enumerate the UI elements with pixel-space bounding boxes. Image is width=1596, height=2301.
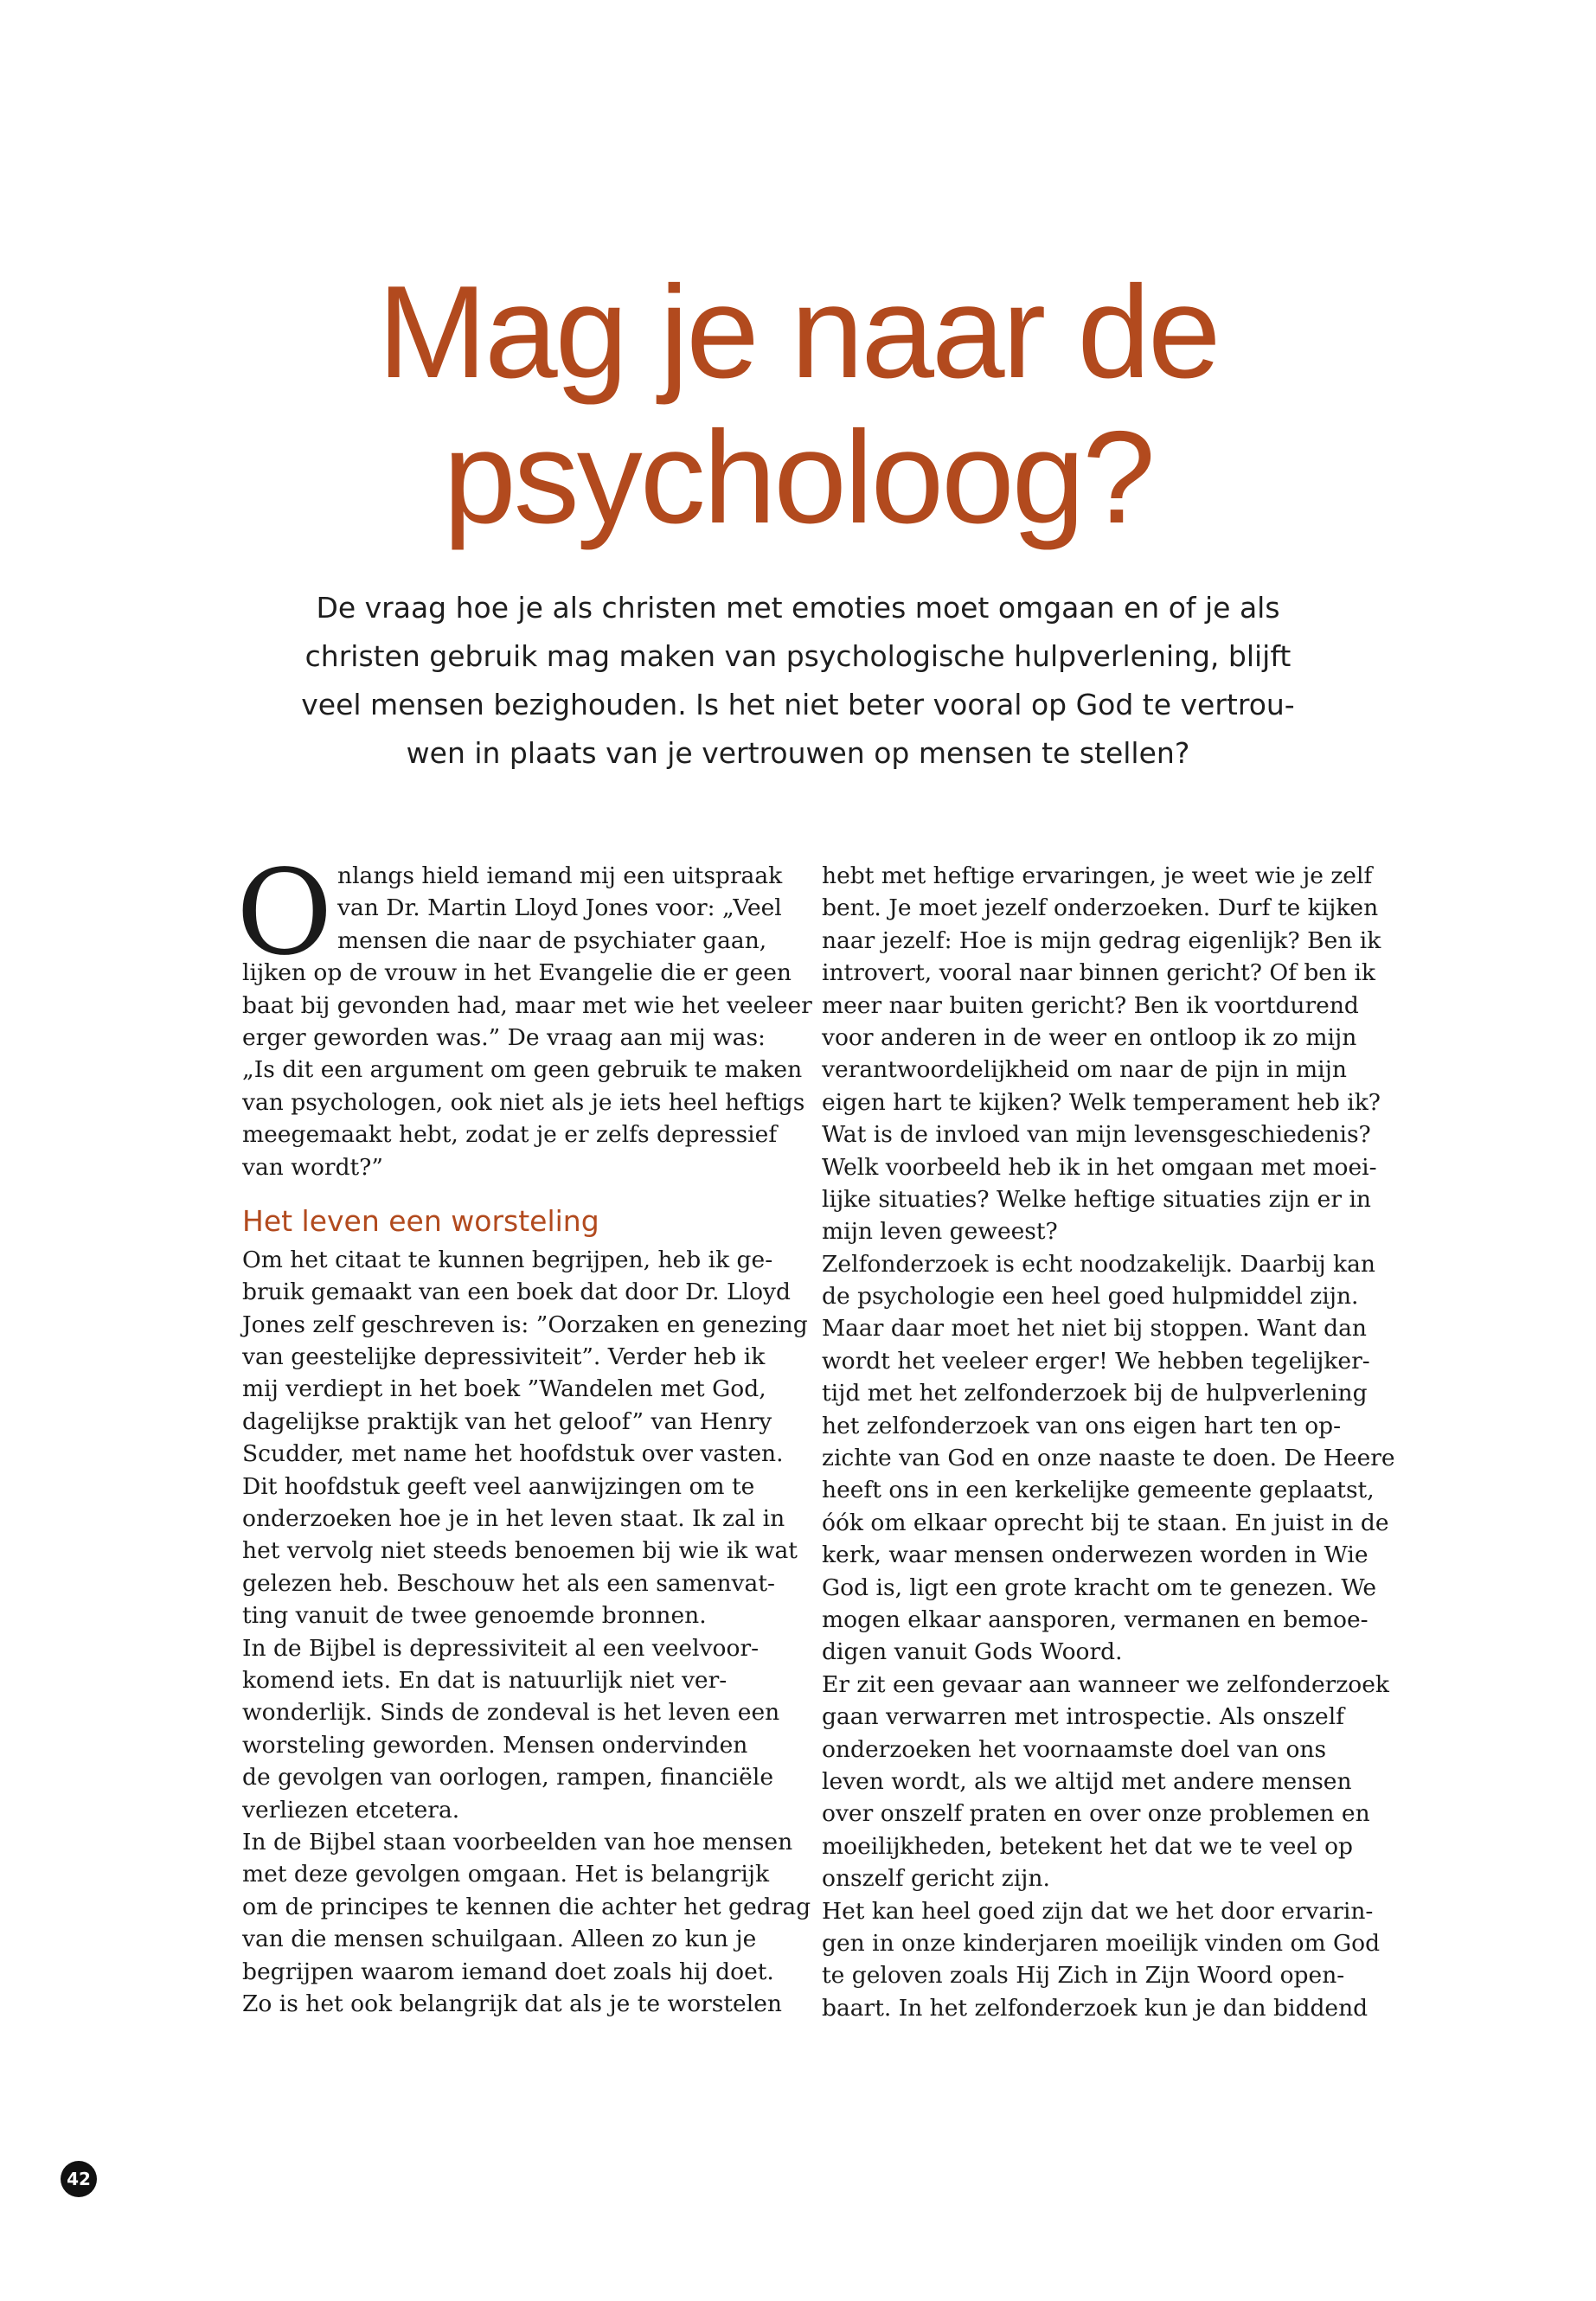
text-line: komend iets. En dat is natuurlijk niet ver- <box>242 1666 727 1694</box>
text-line: gaan verwarren met introspectie. Als onszelf <box>822 1703 1344 1731</box>
intro-lead <box>285 584 1311 778</box>
text-line: te geloven zoals Hij Zich in Zijn Woord open- <box>822 1962 1345 1990</box>
text-line: baart. In het zelfonderzoek kun je dan biddend <box>822 1994 1368 2022</box>
text-line: introvert, vooral naar binnen gericht? Of ben ik <box>822 959 1375 987</box>
text-line: ting vanuit de twee genoemde bronnen. <box>242 1602 707 1630</box>
text-line: lijken op de vrouw in het Evangelie die er geen <box>242 959 792 987</box>
text-line: Jones zelf geschreven is: ”Oorzaken en genezing <box>242 1311 808 1338</box>
text-line: „Is dit een argument om geen gebruik te maken <box>242 1056 803 1084</box>
intro-line: wen in plaats van je vertrouwen op mensen te stellen? <box>406 736 1190 770</box>
text-line: Scudder, met name het hoofdstuk over vasten. <box>242 1440 784 1468</box>
text-line: erger geworden was.” De vraag aan mij was: <box>242 1023 766 1051</box>
text-line: mogen elkaar aansporen, vermanen en bemoe- <box>822 1606 1368 1633</box>
text-line: gen in onze kinderjaren moeilijk vinden om God <box>822 1929 1381 1957</box>
text-line: voor anderen in de weer en ontloop ik zo mijn <box>822 1023 1357 1051</box>
section-subheading: Het leven een worsteling <box>242 1203 599 1238</box>
text-line: Zo is het ook belangrijk dat als je te worstelen <box>242 1990 782 2017</box>
text-line: tijd met het zelfonderzoek bij de hulpverlening <box>822 1380 1368 1407</box>
right-column <box>822 860 1395 2024</box>
drop-cap: O <box>236 845 333 982</box>
intro-line: christen gebruik mag maken van psychologische hulpverlening, blijft <box>304 639 1292 673</box>
text-line: Zelfonderzoek is echt noodzakelijk. Daarbij kan <box>822 1250 1375 1278</box>
text-line: eigen hart te kijken? Welk temperament heb ik? <box>822 1088 1381 1116</box>
text-line: gelezen heb. Beschouw het als een samenvat- <box>242 1569 775 1597</box>
text-line: Dit hoofdstuk geeft veel aanwijzingen om te <box>242 1472 755 1500</box>
text-line: verantwoordelijkheid om naar de pijn in mijn <box>822 1056 1347 1084</box>
text-line: begrijpen waarom iemand doet zoals hij doet. <box>242 1958 774 1985</box>
text-line: bruik gemaakt van een boek dat door Dr. Lloyd <box>242 1279 791 1306</box>
text-line: de psychologie een heel goed hulpmiddel zijn. <box>822 1283 1359 1311</box>
text-line: kerk, waar mensen onderwezen worden in Wie <box>822 1541 1368 1569</box>
text-line: bent. Je moet jezelf onderzoeken. Durf te kijken <box>822 894 1379 922</box>
title-line-2: psycholoog? <box>443 404 1153 551</box>
text-line: Om het citaat te kunnen begrijpen, heb ik ge- <box>242 1246 773 1273</box>
left-column <box>242 860 812 2020</box>
text-line: In de Bijbel staan voorbeelden van hoe mensen <box>242 1828 793 1856</box>
text-line: Welk voorbeeld heb ik in het omgaan met moei- <box>822 1153 1377 1181</box>
text-line: van geestelijke depressiviteit”. Verder heb ik <box>242 1343 766 1371</box>
text-line: onderzoeken het voornaamste doel van ons <box>822 1735 1327 1763</box>
text-line: naar jezelf: Hoe is mijn gedrag eigenlijk? Ben ik <box>822 926 1381 954</box>
text-line: meer naar buiten gericht? Ben ik voortdurend <box>822 991 1359 1019</box>
text-line: dagelijkse praktijk van het geloof” van Henry <box>242 1407 772 1435</box>
text-line: verliezen etcetera. <box>242 1796 460 1823</box>
text-line: van psychologen, ook niet als je iets heel heftigs <box>242 1088 805 1116</box>
text-line: mij verdiept in het boek ”Wandelen met God, <box>242 1375 766 1403</box>
text-line: meegemaakt hebt, zodat je er zelfs depressief <box>242 1121 778 1149</box>
text-line: In de Bijbel is depressiviteit al een veelvoor- <box>242 1634 760 1662</box>
title-line-1: Mag je naar de <box>377 259 1219 406</box>
text-line: van wordt?” <box>242 1153 383 1181</box>
text-line: van die mensen schuilgaan. Alleen zo kun je <box>242 1926 757 1953</box>
text-line: óók om elkaar oprecht bij te staan. En juist in de <box>822 1509 1389 1536</box>
text-line: Maar daar moet het niet bij stoppen. Want dan <box>822 1315 1367 1343</box>
text-line: het zelfonderzoek van ons eigen hart ten op- <box>822 1412 1342 1439</box>
text-line: wonderlijk. Sinds de zondeval is het leven een <box>242 1699 780 1727</box>
text-line: het vervolg niet steeds benoemen bij wie ik wat <box>242 1537 798 1565</box>
text-line: Wat is de invloed van mijn levensgeschiedenis? <box>822 1121 1371 1149</box>
intro-line: veel mensen bezighouden. Is het niet beter vooral op God te vertrou- <box>301 688 1295 721</box>
text-line: worsteling geworden. Mensen ondervinden <box>242 1731 748 1759</box>
text-line: de gevolgen van oorlogen, rampen, financiële <box>242 1764 774 1791</box>
text-line: mijn leven geweest? <box>822 1218 1058 1246</box>
text-line: om de principes te kennen die achter het gedrag <box>242 1893 811 1920</box>
text-line: wordt het veeleer erger! We hebben tegelijker- <box>822 1347 1370 1375</box>
article-title <box>0 260 1596 550</box>
text-line: digen vanuit Gods Woord. <box>822 1638 1123 1666</box>
page-number: 42 <box>61 2161 97 2197</box>
text-line: moeilijkheden, betekent het dat we te veel op <box>822 1832 1353 1860</box>
text-line: Het kan heel goed zijn dat we het door ervarin- <box>822 1897 1374 1925</box>
text-line: onszelf gericht zijn. <box>822 1865 1050 1893</box>
text-line: Er zit een gevaar aan wanneer we zelfonderzoek <box>822 1670 1389 1698</box>
text-line: God is, ligt een grote kracht om te genezen. We <box>822 1574 1377 1601</box>
text-line: zichte van God en onze naaste te doen. De Heere <box>822 1445 1395 1472</box>
text-line: over onszelf praten en over onze problemen en <box>822 1800 1370 1828</box>
text-line: heeft ons in een kerkelijke gemeente geplaatst, <box>822 1477 1375 1504</box>
text-line: hebt met heftige ervaringen, je weet wie je zelf <box>822 862 1373 889</box>
text-line: lijke situaties? Welke heftige situaties zijn er in <box>822 1185 1371 1213</box>
left-para-1 <box>242 860 812 1183</box>
text-line: van Dr. Martin Lloyd Jones voor: „Veel <box>337 894 782 922</box>
intro-line: De vraag hoe je als christen met emoties moet omgaan en of je als <box>316 591 1280 625</box>
text-line: leven wordt, als we altijd met andere mensen <box>822 1767 1352 1795</box>
text-line: onderzoeken hoe je in het leven staat. Ik zal in <box>242 1505 785 1533</box>
text-line: nlangs hield iemand mij een uitspraak <box>337 862 783 889</box>
text-line: met deze gevolgen omgaan. Het is belangrijk <box>242 1861 770 1888</box>
left-para-2 <box>242 1244 811 2020</box>
text-line: baat bij gevonden had, maar met wie het veeleer <box>242 991 812 1019</box>
text-line: mensen die naar de psychiater gaan, <box>337 926 767 954</box>
